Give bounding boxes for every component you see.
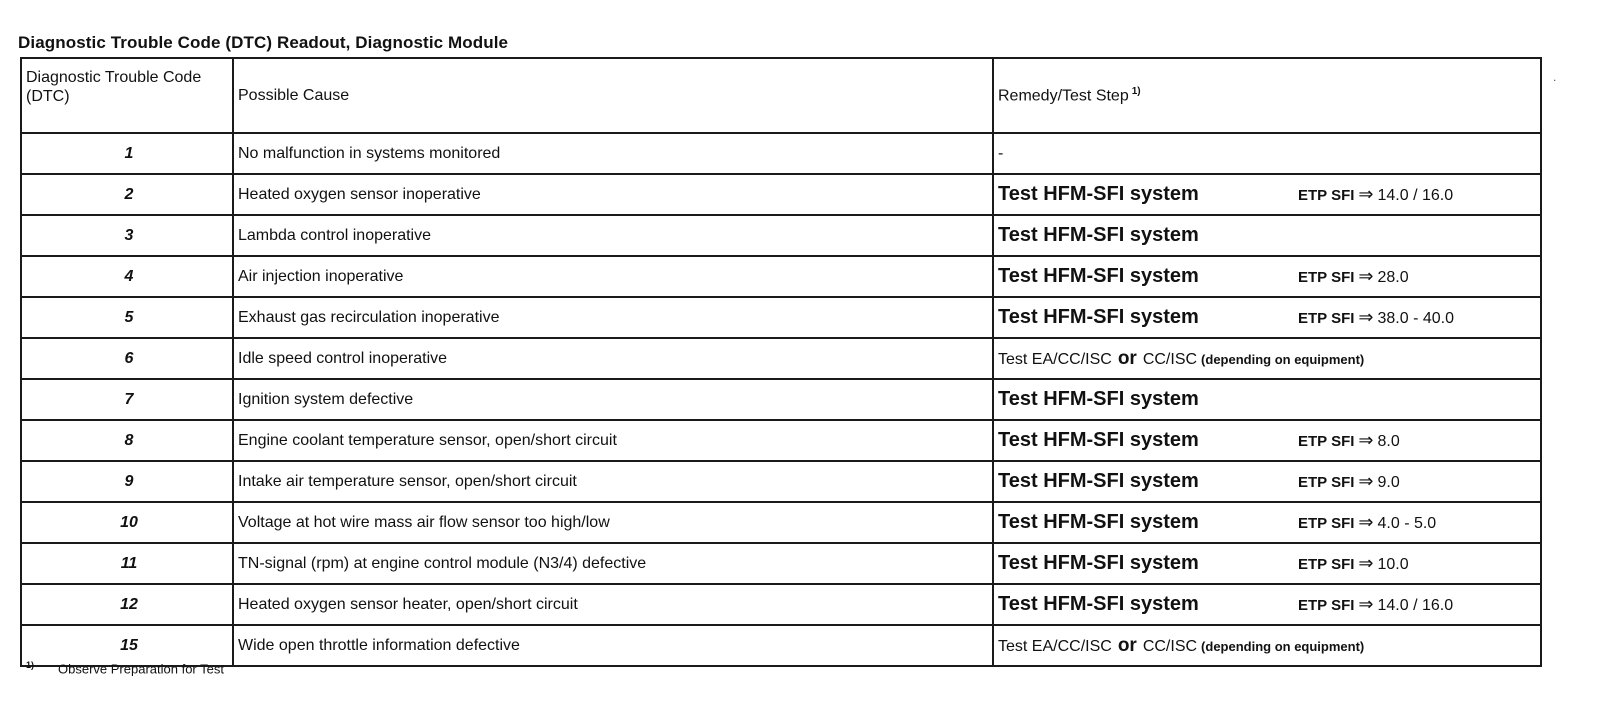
stray-mark: . (1553, 70, 1557, 84)
remedy-none-text: - (998, 144, 1004, 162)
dtc-code-cell: 2 (21, 174, 233, 215)
remedy-cell (993, 297, 1541, 338)
table-row (21, 420, 1541, 461)
table-row (21, 379, 1541, 420)
remedy-test-text: Test EA/CC/ISC (998, 350, 1112, 368)
dtc-code-cell: 6 (21, 338, 233, 379)
table-row (21, 502, 1541, 543)
dtc-code-cell: 11 (21, 543, 233, 584)
etp-reference-value: 9.0 (1377, 474, 1400, 491)
remedy-test-step: Test HFM-SFI system (998, 183, 1199, 205)
table-row (21, 461, 1541, 502)
possible-cause-cell: Ignition system defective (233, 379, 993, 420)
arrow-icon: ⇒ (1358, 471, 1374, 491)
table-row (21, 625, 1541, 666)
possible-cause-cell: Lambda control inoperative (233, 215, 993, 256)
possible-cause-cell: Air injection inoperative (233, 256, 993, 297)
remedy-test-step: Test HFM-SFI system (998, 470, 1199, 492)
table-row (21, 174, 1541, 215)
footnote-mark: 1) (26, 660, 35, 670)
etp-sfi-label: ETP SFI (1298, 269, 1355, 286)
possible-cause-cell: Voltage at hot wire mass air flow sensor too high/low (233, 502, 993, 543)
remedy-cell (993, 379, 1541, 420)
table-row (21, 338, 1541, 379)
arrow-icon: ⇒ (1358, 594, 1374, 614)
possible-cause-cell: Idle speed control inoperative (233, 338, 993, 379)
remedy-test-step: Test HFM-SFI system (998, 552, 1199, 574)
remedy-cell (993, 174, 1541, 215)
dtc-code-cell: 4 (21, 256, 233, 297)
header-cause: Possible Cause (233, 58, 993, 133)
etp-sfi-label: ETP SFI (1298, 515, 1355, 532)
possible-cause-cell: Wide open throttle information defective (233, 625, 993, 666)
possible-cause-cell: Heated oxygen sensor heater, open/short circuit (233, 584, 993, 625)
etp-reference-value: 10.0 (1377, 556, 1409, 573)
table-row (21, 543, 1541, 584)
possible-cause-cell: Heated oxygen sensor inoperative (233, 174, 993, 215)
etp-sfi-label: ETP SFI (1298, 433, 1355, 450)
arrow-icon: ⇒ (1358, 266, 1374, 286)
remedy-cell (993, 338, 1541, 379)
document-title: Diagnostic Trouble Code (DTC) Readout, Diagnostic Module (18, 33, 509, 52)
etp-sfi-label: ETP SFI (1298, 556, 1355, 573)
possible-cause-cell: TN-signal (rpm) at engine control module (N3/4) defective (233, 543, 993, 584)
arrow-icon: ⇒ (1358, 184, 1374, 204)
dtc-code-cell: 12 (21, 584, 233, 625)
etp-reference-value: 38.0 - 40.0 (1377, 310, 1454, 327)
remedy-or-text: or (1117, 347, 1137, 369)
remedy-cell (993, 133, 1541, 174)
remedy-test-step: Test HFM-SFI system (998, 593, 1199, 615)
dtc-code-cell: 10 (21, 502, 233, 543)
dtc-code-cell: 1 (21, 133, 233, 174)
header-remedy-label: Remedy/Test Step (998, 87, 1129, 105)
table-row (21, 584, 1541, 625)
etp-sfi-label: ETP SFI (1298, 310, 1355, 327)
arrow-icon: ⇒ (1358, 430, 1374, 450)
etp-sfi-label: ETP SFI (1298, 187, 1355, 204)
etp-sfi-label: ETP SFI (1298, 474, 1355, 491)
table-row (21, 133, 1541, 174)
remedy-cell (993, 502, 1541, 543)
etp-reference-value: 4.0 - 5.0 (1377, 515, 1437, 532)
etp-reference-value: 8.0 (1377, 433, 1400, 450)
etp-reference-value: 28.0 (1377, 269, 1409, 286)
remedy-test-step: Test HFM-SFI system (998, 429, 1199, 451)
header-remedy (993, 58, 1541, 133)
etp-reference-value: 14.0 / 16.0 (1377, 187, 1454, 204)
remedy-test-step: Test HFM-SFI system (998, 224, 1199, 246)
remedy-cell (993, 215, 1541, 256)
dtc-code-cell: 8 (21, 420, 233, 461)
remedy-dependency-note: (depending on equipment) (1201, 351, 1365, 367)
footnote-text: Observe Preparation for Test (58, 661, 224, 677)
remedy-cell (993, 543, 1541, 584)
remedy-test-step: Test HFM-SFI system (998, 388, 1199, 410)
remedy-cell (993, 256, 1541, 297)
dtc-code-cell: 9 (21, 461, 233, 502)
dtc-code-cell: 7 (21, 379, 233, 420)
remedy-cell (993, 625, 1541, 666)
etp-sfi-label: ETP SFI (1298, 597, 1355, 614)
remedy-alt-text: CC/ISC (1142, 350, 1198, 368)
dtc-table (20, 57, 1542, 667)
header-code: Diagnostic Trouble Code (DTC) (21, 58, 233, 133)
dtc-code-cell: 3 (21, 215, 233, 256)
remedy-cell (993, 420, 1541, 461)
remedy-test-text: Test EA/CC/ISC (998, 637, 1112, 655)
dtc-code-cell: 5 (21, 297, 233, 338)
footnote (26, 660, 224, 676)
remedy-or-text: or (1117, 634, 1137, 656)
arrow-icon: ⇒ (1358, 307, 1374, 327)
header-remedy-footnote-mark: 1) (1131, 85, 1141, 97)
remedy-test-step: Test HFM-SFI system (998, 306, 1199, 328)
table-row (21, 297, 1541, 338)
possible-cause-cell: Intake air temperature sensor, open/short circuit (233, 461, 993, 502)
remedy-dependency-note: (depending on equipment) (1201, 638, 1365, 654)
remedy-test-step: Test HFM-SFI system (998, 511, 1199, 533)
table-header-row (21, 58, 1541, 133)
remedy-cell (993, 584, 1541, 625)
possible-cause-cell: Exhaust gas recirculation inoperative (233, 297, 993, 338)
remedy-alt-text: CC/ISC (1142, 637, 1198, 655)
remedy-cell (993, 461, 1541, 502)
arrow-icon: ⇒ (1358, 553, 1374, 573)
possible-cause-cell: No malfunction in systems monitored (233, 133, 993, 174)
table-row (21, 256, 1541, 297)
remedy-test-step: Test HFM-SFI system (998, 265, 1199, 287)
possible-cause-cell: Engine coolant temperature sensor, open/short circuit (233, 420, 993, 461)
dtc-code-cell: 15 (21, 625, 233, 666)
arrow-icon: ⇒ (1358, 512, 1374, 532)
etp-reference-value: 14.0 / 16.0 (1377, 597, 1454, 614)
table-row (21, 215, 1541, 256)
